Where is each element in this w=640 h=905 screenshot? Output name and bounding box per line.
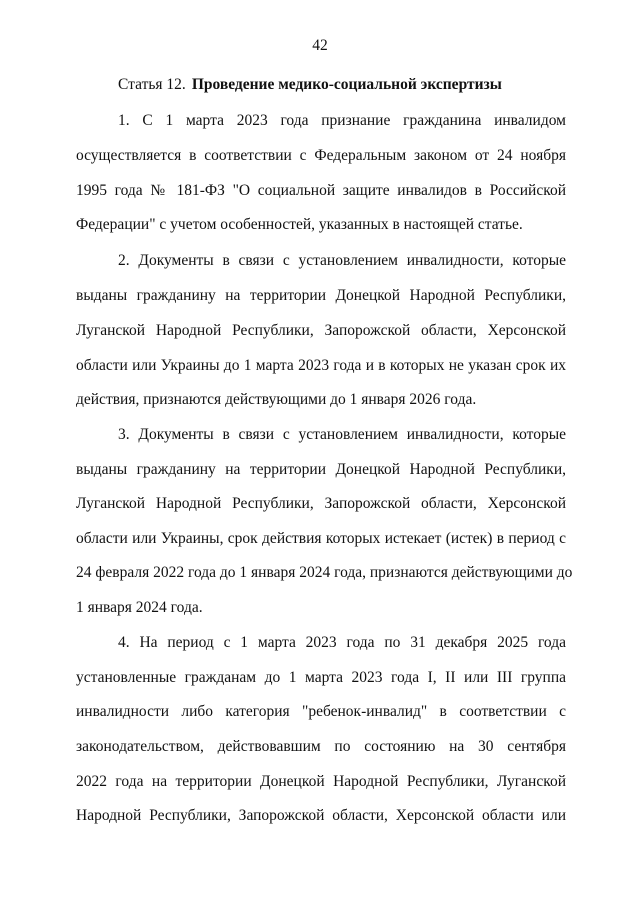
paragraph-line: установленные гражданам до 1 марта 2023 года I, II или III группа <box>76 669 566 686</box>
paragraph-line: 4. На период с 1 марта 2023 года по 31 декабря 2025 года <box>118 634 566 651</box>
paragraph-line: 1995 года № 181-ФЗ "О социальной защите инвалидов в Российской <box>76 182 566 199</box>
paragraph-line: 3. Документы в связи с установлением инвалидности, которые <box>118 426 566 443</box>
paragraph-line: выданы гражданину на территории Донецкой Народной Республики, <box>76 461 566 478</box>
paragraph-line: 2. Документы в связи с установлением инвалидности, которые <box>118 252 566 269</box>
paragraph-line: действия, признаются действующими до 1 января 2026 года. <box>76 391 477 408</box>
paragraph-line: выданы гражданину на территории Донецкой Народной Республики, <box>76 287 566 304</box>
paragraph-line: законодательством, действовавшим по состоянию на 30 сентября <box>76 738 566 755</box>
article-label: Статья 12. <box>118 76 186 93</box>
article-heading <box>118 75 502 95</box>
paragraph-line: области или Украины до 1 марта 2023 года и в которых не указан срок их <box>76 357 566 374</box>
paragraph-line: 1 января 2024 года. <box>76 599 203 616</box>
paragraph-line: осуществляется в соответствии с Федеральным законом от 24 ноября <box>76 147 566 164</box>
paragraph-line: 2022 года на территории Донецкой Народной Республики, Луганской <box>76 773 566 790</box>
paragraph-line: инвалидности либо категория "ребенок-инвалид" в соответствии с <box>76 703 566 720</box>
paragraph-line: 1. С 1 марта 2023 года признание гражданина инвалидом <box>118 112 566 129</box>
paragraph-line: Луганской Народной Республики, Запорожской области, Херсонской <box>76 495 566 512</box>
paragraph-line: области или Украины, срок действия которых истекает (истек) в период с <box>76 530 566 547</box>
paragraph-line: Народной Республики, Запорожской области, Херсонской области или <box>76 807 566 824</box>
page-number: 42 <box>312 37 328 54</box>
paragraph-line: Федерации" с учетом особенностей, указанных в настоящей статье. <box>76 216 523 233</box>
paragraph-line: Луганской Народной Республики, Запорожской области, Херсонской <box>76 322 566 339</box>
article-title: Проведение медико-социальной экспертизы <box>191 76 502 93</box>
paragraph-line: 24 февраля 2022 года до 1 января 2024 года, признаются действующими до <box>76 564 573 581</box>
